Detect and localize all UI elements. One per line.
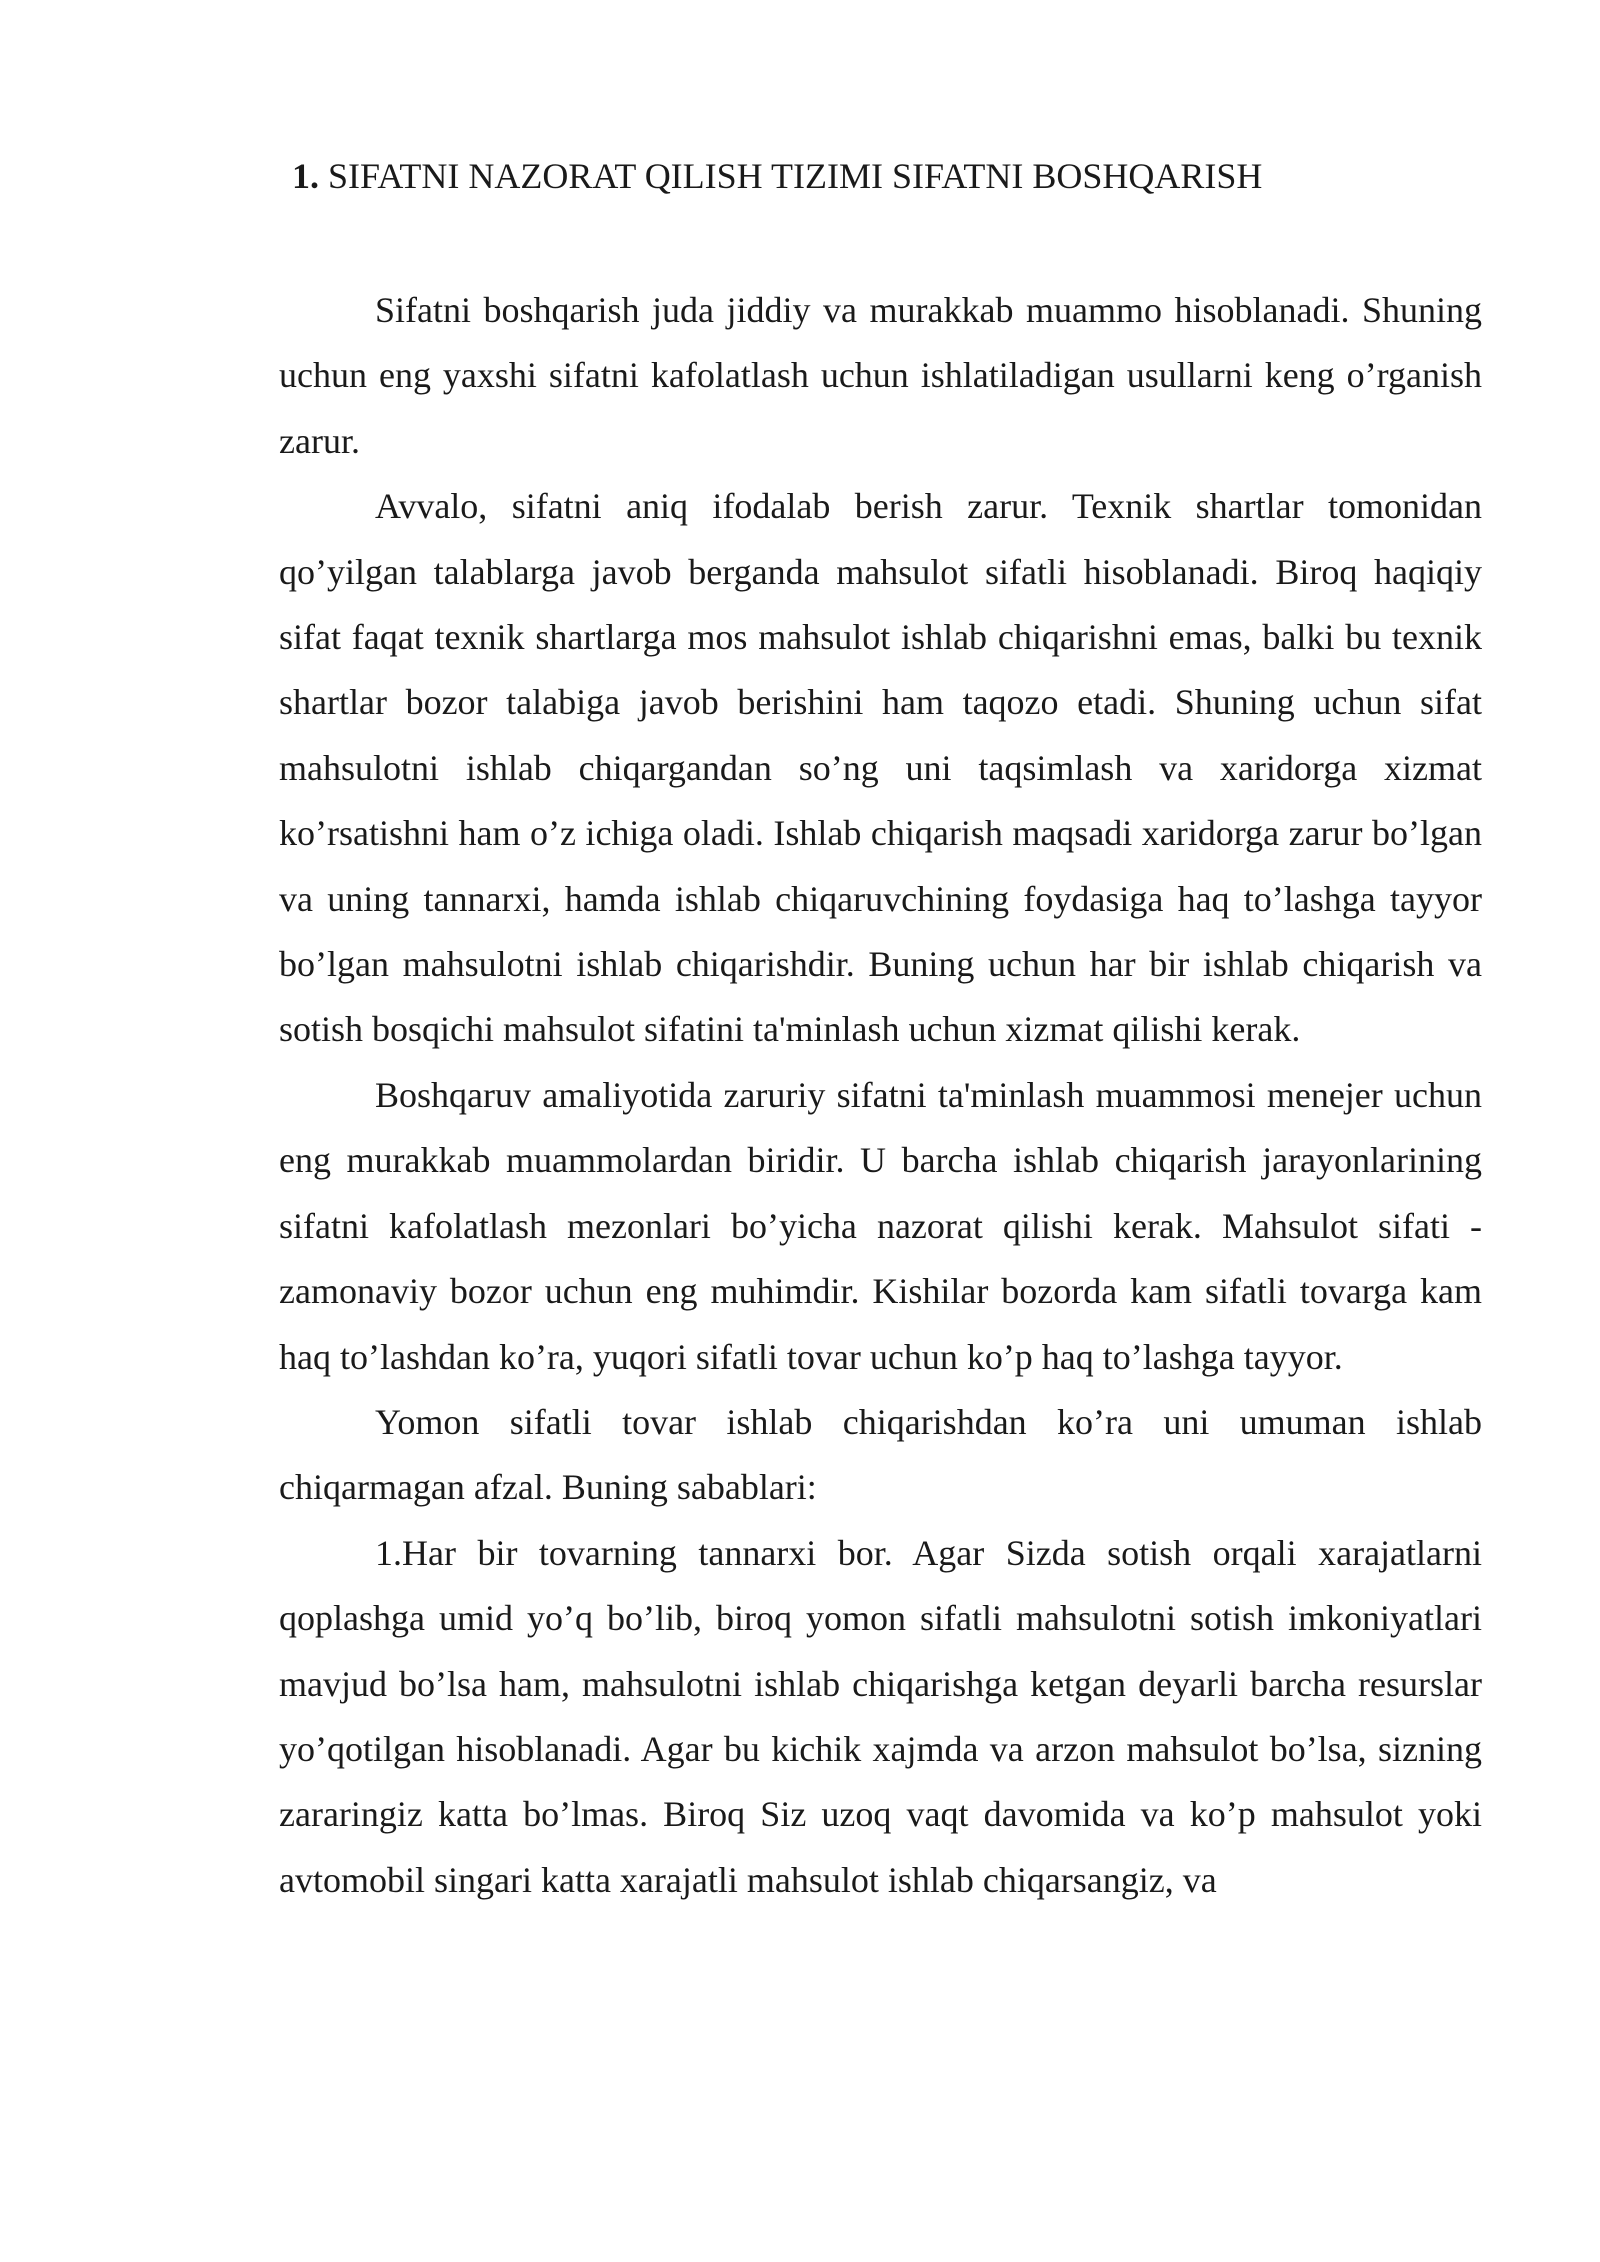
paragraph: Sifatni boshqarish juda jiddiy va murakkab muammo hisoblanadi. Shuning uchun eng yaxshi sifatni kafolatlash uchun ishlatiladigan usullarni keng o’rganish zarur.: [279, 290, 1482, 461]
section-heading: [292, 152, 1262, 200]
section-number: 1.: [292, 156, 319, 196]
paragraph: 1.Har bir tovarning tannarxi bor. Agar Sizda sotish orqali xarajatlarni qoplashga umid yo’q bo’lib, biroq yomon sifatli mahsulotni sotish imkoniyatlari mavjud bo’lsa ham, mahsulotni ishlab chiqarishga ketgan deyarli barcha resurslar yo’qotilgan hisoblanadi. Agar bu kichik xajmda va arzon mahsulot bo’lsa, sizning zararingiz katta bo’lmas. Biroq Siz uzoq vaqt davomida va ko’p mahsulot yoki avtomobil singari katta xarajatli mahsulot ishlab chiqarsangiz, va: [279, 1532, 1482, 1900]
paragraph: Yomon sifatli tovar ishlab chiqarishdan ko’ra uni umuman ishlab chiqarmagan afzal. Buning sabablari:: [279, 1401, 1482, 1508]
body-text: [279, 278, 1482, 1913]
paragraph: Avvalo, sifatni aniq ifodalab berish zarur. Texnik shartlar tomonidan qo’yilgan talablarga javob berganda mahsulot sifatli hisoblanadi. Biroq haqiqiy sifat faqat texnik shartlarga mos mahsulot ishlab chiqarishni emas, balki bu texnik shartlar bozor talabiga javob berishini ham taqozo etadi. Shuning uchun sifat mahsulotni ishlab chiqargandan so’ng uni taqsimlash va xaridorga xizmat ko’rsatishni ham o’z ichiga oladi. Ishlab chiqarish maqsadi xaridorga zarur bo’lgan va uning tannarxi, hamda ishlab chiqaruvchining foydasiga haq to’lashga tayyor bo’lgan mahsulotni ishlab chiqarishdir. Buning uchun har bir ishlab chiqarish va sotish bosqichi mahsulot sifatini ta'minlash uchun xizmat qilishi kerak.: [279, 486, 1482, 1050]
section-title: SIFATNI NAZORAT QILISH TIZIMI SIFATNI BOSHQARISH: [328, 156, 1263, 196]
paragraph: Boshqaruv amaliyotida zaruriy sifatni ta'minlash muammosi menejer uchun eng murakkab muammolardan biridir. U barcha ishlab chiqarish jarayonlarining sifatni kafolatlash mezonlari bo’yicha nazorat qilishi kerak. Mahsulot sifati - zamonaviy bozor uchun eng muhimdir. Kishilar bozorda kam sifatli tovarga kam haq to’lashdan ko’ra, yuqori sifatli tovar uchun ko’p haq to’lashga tayyor.: [279, 1074, 1482, 1377]
